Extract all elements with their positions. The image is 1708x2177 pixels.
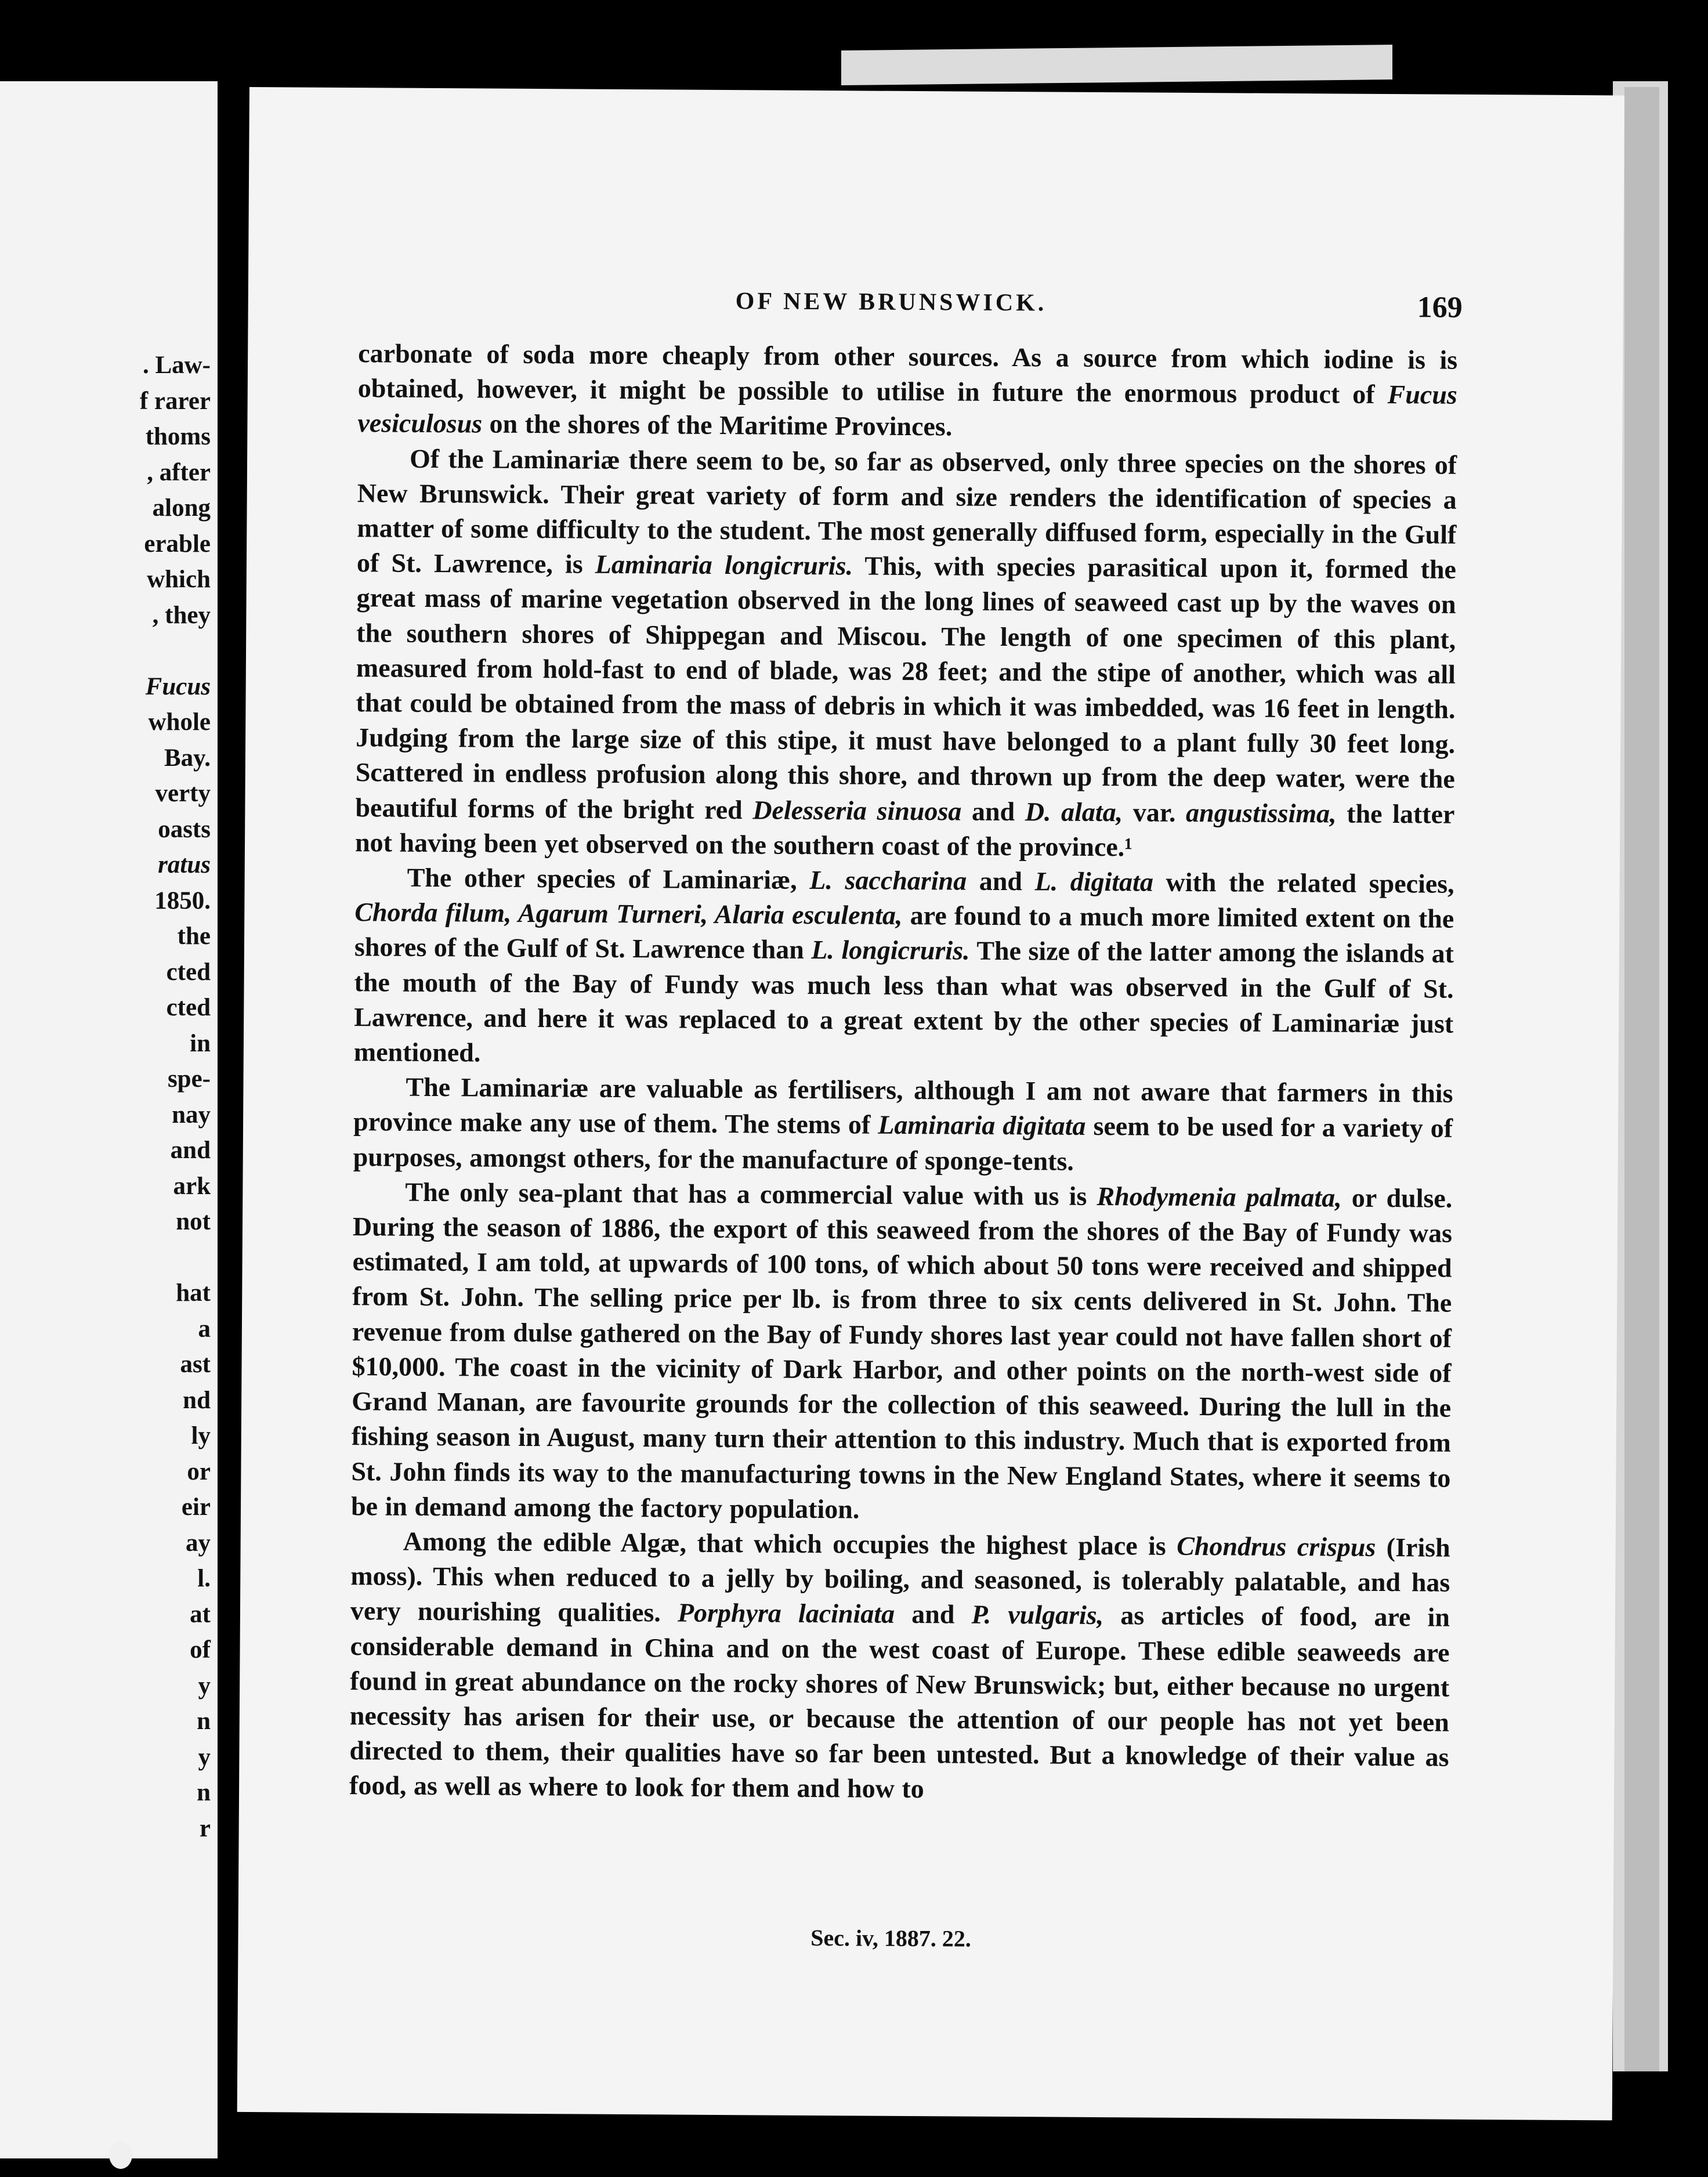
left-page-fragment: nay — [172, 1101, 211, 1129]
paragraph — [357, 336, 1457, 447]
top-page-edge — [841, 45, 1392, 85]
left-page-fragment: which — [147, 566, 211, 593]
text-run: are found to a much more limited extent on the shores of the Gulf of St. Lawrence than — [354, 901, 1454, 965]
paragraph — [355, 441, 1457, 867]
margin-speck — [109, 2141, 132, 2169]
text-run: The size of the latter among the islands at the mouth of the Bay of Fundy was much less than what was observed in the Gulf of St. Lawrence, and here it was replaced to a great extent by the other species of Laminariæ just mentioned. — [353, 936, 1454, 1068]
text-run: (Irish moss). This when reduced to a jelly by boiling, and seasoned, is tolerably palatable, and has very nourishing qualities. — [350, 1532, 1450, 1628]
italic-text-run: L. longicruris. — [811, 935, 970, 966]
left-page-fragment: n — [197, 1708, 211, 1735]
left-page-fragment: ratus — [158, 851, 211, 878]
right-page-edges-shadow — [1624, 87, 1659, 2071]
text-run: Among the edible Algæ, that which occupies the highest place is — [403, 1526, 1177, 1561]
text-run: or dulse. During the season of 1886, the export of this seaweed from the shores of the Bay of Fundy was estimated, I am told, at upwards of 100 tons, of which about 50 tons were received and shipped from St. John. The selling price per lb. is from three to six cents delivered in St. John. The revenue from dulse gathered on the Bay of Fundy shores last year could not have fallen short of $10,000. The coast in the vicinity of Dark Harbor, and other points on the north-west side of Grand Manan, are favourite grounds for the collection of this seaweed. During the lull in the fishing season in August, many turn their attention to this industry. Much that is exported from St. John finds its way to the manufacturing towns in the New England States, where it seems to be in demand among the factory population. — [350, 1182, 1453, 1524]
left-page-fragment: at — [190, 1600, 211, 1628]
text-run: var. — [1123, 797, 1186, 827]
text-run: and — [961, 796, 1025, 826]
text-run: This, with species parasitical upon it, formed the great mass of marine vegetation observed in the long lines of seaweed cast up by the waves on the southern shores of Shippegan and Miscou. The length of one specimen of this plant, measured from hold-fast to end of blade, was 28 feet; and the stipe of another, which was all that could be obtained from the mass of debris in which it was imbedded, was 16 feet in length. Judging from the large size of this stipe, it must have belonged to a plant fully 30 feet long. Scattered in endless profusion along this shore, and thrown up from the deep water, were the beautiful forms of the bright red — [355, 551, 1457, 824]
main-page — [237, 87, 1624, 2120]
text-run: with the related species, — [1153, 867, 1454, 899]
left-page-fragment: l. — [197, 1565, 211, 1592]
paragraph — [349, 1524, 1450, 1810]
left-page-fragment: cted — [166, 958, 211, 986]
left-page-fragment: Bay. — [164, 744, 211, 772]
left-page-fragment: y — [198, 1743, 211, 1771]
left-page-fragment: erable — [144, 530, 211, 558]
italic-text-run: Fucus vesiculosus — [357, 379, 1457, 439]
italic-text-run: Rhodymenia palmata, — [1097, 1181, 1342, 1213]
text-run: Of the Laminariæ there seem to be, so far as observed, only three species on the shores of New Brunswick. Their great variety of form and size renders the identification of species a matter of some difficulty to the student. The most generally diffused form, especially in the Gulf of St. Lawrence, is — [356, 443, 1457, 579]
italic-text-run: Porphyra laciniata — [677, 1597, 895, 1629]
left-page-fragment: oasts — [158, 815, 211, 843]
text-run: and — [967, 866, 1035, 896]
running-head: OF NEW BRUNSWICK. — [735, 288, 1047, 317]
left-page-fragment: y — [198, 1672, 211, 1699]
text-run: seem to be used for a variety of purposes, amongst others, for the manufacture of sponge-tents. — [353, 1111, 1453, 1176]
left-page-fragment: Fucus — [145, 672, 211, 700]
left-page-fragment: spe- — [167, 1065, 211, 1093]
left-page-fragment: hat — [176, 1279, 211, 1307]
left-page-fragment: thoms — [145, 423, 211, 450]
left-facing-page — [0, 81, 218, 2158]
left-page-fragment: , they — [152, 601, 211, 629]
left-page-fragment: in — [190, 1029, 211, 1057]
left-page-fragment: or — [187, 1458, 211, 1485]
italic-text-run: Laminaria digitata — [878, 1110, 1086, 1141]
italic-text-run: L. saccharina — [809, 865, 967, 896]
italic-text-run: Laminaria longicruris. — [595, 549, 853, 581]
italic-text-run: Chondrus crispus — [1177, 1531, 1376, 1562]
text-run: on the shores of the Maritime Provinces. — [482, 408, 953, 442]
paragraph — [351, 1174, 1453, 1531]
text-run: The other species of Laminariæ, — [407, 862, 810, 895]
text-run: and — [894, 1599, 972, 1629]
left-page-fragment: 1850. — [154, 887, 211, 914]
left-page-fragment: ly — [191, 1422, 211, 1449]
italic-text-run: L. digitata — [1034, 866, 1154, 897]
left-page-fragment: n — [197, 1779, 211, 1806]
page-number: 169 — [1417, 291, 1463, 324]
italic-text-run: Delesseria sinuosa — [752, 794, 962, 826]
paragraph — [353, 1069, 1453, 1181]
left-page-fragment: whole — [148, 708, 211, 736]
left-page-fragment: and — [170, 1137, 211, 1164]
left-page-fragment: eir — [181, 1493, 211, 1521]
text-run: carbonate of soda more cheaply from other sources. As a source from which iodine is is obtained, however, it might be possible to utilise in future the enormous product of — [357, 338, 1458, 410]
left-page-fragment: ark — [173, 1172, 211, 1200]
signature-footer: Sec. iv, 1887. 22. — [810, 1924, 971, 1952]
text-run: the latter not having been yet observed on the southern coast of the province.¹ — [354, 798, 1455, 862]
italic-text-run: D. alata, — [1025, 796, 1123, 827]
left-page-fragment: not — [176, 1208, 211, 1235]
left-page-fragment: ay — [186, 1529, 211, 1557]
text-run: The Laminariæ are valuable as fertilisers, although I am not aware that farmers in this province make any use of them. The stems of — [353, 1072, 1453, 1140]
left-page-fragment: cted — [166, 994, 211, 1021]
text-run: The only sea-plant that has a commercial value with us is — [405, 1177, 1097, 1211]
paragraph — [354, 860, 1454, 1076]
left-page-fragment: verty — [155, 780, 211, 807]
italic-text-run: angustissima, — [1185, 797, 1337, 829]
body-text — [349, 336, 1457, 1810]
left-page-fragment: f rarer — [139, 387, 211, 415]
italic-text-run: Chorda filum, Agarum Turneri, Alaria esculenta, — [354, 897, 903, 931]
left-page-fragment: , after — [147, 458, 211, 486]
left-page-fragment: nd — [183, 1386, 211, 1414]
left-page-fragment: r — [199, 1814, 211, 1842]
left-page-fragment: . Law- — [142, 352, 211, 379]
left-page-fragment: a — [198, 1315, 211, 1343]
left-page-fragment: ast — [180, 1351, 211, 1378]
left-page-fragment: of — [190, 1636, 211, 1664]
left-page-fragment: the — [177, 923, 211, 950]
text-run: as articles of food, are in considerable demand in China and on the west coast of Europe. These edible seaweeds are found in great abundance on the rocky shores of New Brunswick; but, either because no urgent necessity has arisen for their use, or because the attention of our people has not yet been directed to them, their qualities have so far been untested. But a knowledge of their value as food, as well as where to look for them and how to — [349, 1600, 1450, 1804]
italic-text-run: P. vulgaris, — [971, 1599, 1104, 1630]
left-page-fragment: along — [152, 494, 211, 522]
